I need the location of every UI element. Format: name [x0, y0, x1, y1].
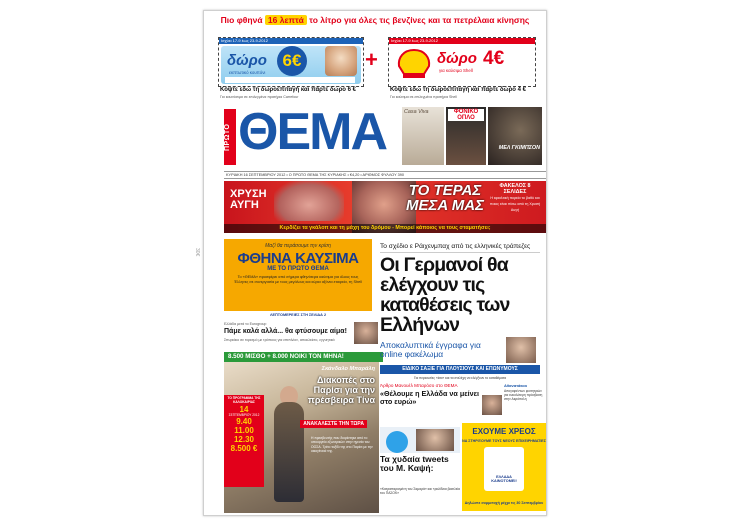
supplement-mel-label: ΜΕΛ ΓΚΙΜΠΣΟΝ — [498, 145, 540, 151]
coupon-left-caption: Κόψτε εδώ τη δωροεπιταγή και πάρτε δώρο 6 € — [220, 87, 356, 93]
tv-time-1: 9.40 — [236, 417, 252, 427]
coupon-right-word: δώρο — [437, 50, 477, 67]
innovation-ad[interactable] — [462, 423, 546, 511]
plus-sign: + — [365, 47, 378, 72]
twitter-box — [380, 427, 460, 453]
coupon-left-logos — [225, 77, 355, 83]
ad-image — [484, 447, 524, 491]
euro-kicker: Ελλάδα μετά το Eurogroup — [224, 322, 267, 326]
ambassador-kicker: Σκάνδαλο Μπαράλη — [321, 366, 375, 372]
top-headline-post: το λίτρο για όλες τις βενζίνες και τα πετρέλαια κίνησης — [309, 15, 530, 25]
coupon-right-small: Για καύσιμα σε επιλεγμένα πρατήρια Shell — [390, 95, 458, 99]
twitter-bird-icon — [386, 431, 408, 453]
tv-time-3: 12.30 — [233, 435, 255, 445]
tv-time-2: 11.00 — [234, 426, 254, 436]
coupon-right-body — [391, 46, 533, 84]
salary-bar: 8.500 ΜΙΣΘΟ + 8.000 ΝΟΙΚΙ ΤΟΝ ΜΗΝΑ! — [224, 352, 383, 362]
ad-footer: Δηλώστε συμμετοχή μέχρι τις 30 Σεπτεμβρίου — [464, 501, 544, 505]
special-dossier-sub: Για περιουσίες «ίσα» και τα στελέχη να ελέγξουν το καταθέματα — [413, 376, 507, 380]
top-headline-highlight: 16 λεπτά — [265, 15, 307, 25]
date-line: ΚΥΡΙΑΚΗ 16 ΣΕΠΤΕΜΒΡΙΟΥ 2012 • Ο ΠΡΩΤΟ ΘΕΜΑ ΤΗΣ ΚΥΡΙΑΚΗΣ • €4,20 • ΑΡΙΘΜΟΣ ΦΥΛΛΟΥ 390 — [224, 171, 547, 179]
banner-file-title: ΦΑΚΕΛΟΣ 8 ΣΕΛΙΔΕΣ — [499, 183, 531, 195]
fuel-promo-box[interactable] — [224, 239, 372, 311]
recall-now-badge: ΑΝΑΚΑΛΕΣΤΕ ΤΗΝ ΤΩΡΑ — [300, 420, 367, 428]
ad-headline: ΕΧΟΥΜΕ ΧΡΕΟΣ — [472, 427, 536, 436]
coupon-left-amount: 6€ — [277, 46, 307, 76]
ambassador-title: Διακοπές στο Παρίσι για την πρέσβειρα Τίνα — [307, 375, 375, 405]
euro-thumb-photo — [354, 322, 378, 344]
banner-file-box — [488, 183, 542, 213]
main-headline[interactable]: Οι Γερμανοί θα ελέγχουν τις καταθέσεις των Ελλήνων — [380, 254, 510, 336]
shell-logo-icon — [397, 48, 431, 80]
twitter-person-photo — [416, 429, 454, 451]
supplement-casa[interactable] — [402, 107, 444, 165]
coupon-shell[interactable] — [388, 37, 536, 87]
golden-dawn-banner[interactable] — [224, 181, 546, 233]
twitter-title[interactable]: Τα χυδαία tweets του Μ. Καψή: — [380, 454, 449, 473]
coupon-left-body — [221, 46, 361, 84]
article-thumb-photo — [482, 395, 502, 415]
fuel-title: ΦΘΗΝΑ ΚΑΥΣΙΜΑ — [237, 250, 359, 267]
main-subheadline: Αποκαλυπτικά έγγραφα για online φακέλωμα — [380, 340, 481, 359]
supplement-fonika-label: ΦΟΝΙΚΟ ΟΠΛΟ — [448, 109, 484, 121]
coupon-left-band: Ισχύει 17-9 έως 23-9-2012 — [219, 38, 363, 44]
coupon-carrefour[interactable] — [218, 37, 364, 87]
coupon-right-band: Ισχύει 17-9 έως 23-9-2012 — [389, 38, 535, 44]
top-headline-pre: Πιο φθηνά — [220, 15, 263, 25]
euro-sub: Σπυριάκο σε τορισμό με τρόπους για επιπλέον, αποκλείετο, εγγυητικά — [224, 338, 335, 342]
coupon-right-caption: Κόψτε εδώ τη δωροεπιταγή και πάρτε δώρο 4 € — [390, 87, 526, 93]
tv-month: ΣΕΠΤΕΜΒΡΙΟΥ 2012 — [228, 412, 260, 417]
newspaper-front-page — [203, 10, 547, 516]
coupon-left-small: Για καυσόσιμα σε επιλεγμένα πρατήρια Carrefour — [220, 95, 299, 99]
banner-main-title: ΤΟ ΤΕΡΑΣ ΜΕΣΑ ΜΑΣ — [406, 182, 484, 214]
banner-left-title: ΧΡΥΣΗ ΑΥΓΗ — [230, 188, 267, 211]
coupon-left-word: δώρο — [227, 52, 267, 69]
banner-crowd-photo — [274, 181, 344, 221]
coupon-right-sub: για καύσιμα Shell — [439, 68, 473, 73]
special-dossier-bar[interactable]: ΕΙΔΙΚΟ ΣΑΞΙΕ ΓΙΑ ΠΛΟΥΣΙΟΥΣ ΚΑΙ ΕΠΩΝΥΜΟΥΣ — [380, 365, 540, 374]
coupon-left-sub: εκπτωτικό κουπόνι — [229, 70, 266, 75]
coupon-right-amount: 4€ — [483, 48, 505, 69]
euro-title[interactable]: Πάμε καλά αλλά... θα φτύσουμε αίμα! — [224, 328, 347, 335]
article-title[interactable]: «Θέλουμε η Ελλάδα να μείνει στο ευρώ» — [380, 389, 480, 406]
coupon-left-person-photo — [325, 46, 357, 76]
tv-amount: 8.500 € — [230, 444, 258, 454]
supplement-casa-label: Casa Viva — [404, 109, 429, 115]
main-kicker: Το σχέδιο ε Ράιχενμπαχ από τις ελληνικές τράπεζες — [380, 243, 540, 253]
tv-day: 14 — [239, 404, 249, 414]
article-side-text: Απογαιρέντων φοιτητριών για ευκολότερη πρόσβαση στην Ακρόπολη — [504, 389, 543, 402]
photo-person-body — [274, 402, 304, 502]
tv-header: ΤΟ ΠΡΟΓΡΑΜΜΑ ΤΗΣ ΚΑΛΟΚΑΙΡΙΑΣ — [227, 396, 261, 404]
fuel-description: Το «ΘΕΜΑ» προσφέρει από σήμερα φθηνότερα καύσιμα για όλους τους Έλληνες σε συνεργασία με τους μεγάλους και κύρια αξόνια εταιρεία, τη Shell — [234, 275, 362, 284]
article-side-kicker: Αθανατάκου — [504, 383, 528, 388]
ad-sub: ΝΑ ΣΤΗΡΙΞΟΥΜΕ ΤΟΥΣ ΝΕΟΥΣ ΕΠΙΧΕΙΡΗΜΑΤΙΕΣ — [462, 439, 546, 443]
fuel-kicker: Μαζί θα περάσουμε την κρίση — [265, 243, 331, 249]
masthead-proto: ΠΡΩΤΟ — [224, 109, 236, 165]
margin-price-label: 30€ — [194, 248, 200, 257]
banner-kicker: Κερδίζει τα γκάλοπ και τη μάχη του δρόμου - Μπορεί κάποιος να τους σταματήσει; — [224, 224, 546, 233]
masthead-title: ΘΕΜΑ — [238, 103, 386, 161]
ambassador-text: Η πρεσβευτής που διορίστηκε από το υπουργείο εξωτερικών στην ηγεσία του ΟΟΣΑ. Τρίτο ταξίδι της στο Παρίσι με την οικογένειά της. — [311, 436, 373, 454]
tv-schedule-box[interactable] — [224, 395, 264, 487]
twitter-sub: «Κατραπαρισμένη του Σαμαρά» και «ραλίδεια βασιλεία του ΠΑΣΟΚ» — [380, 487, 460, 496]
article-kicker: Άρθρο Μανουέλ Μπαρόσο στο ΘΕΜΑ — [380, 383, 458, 388]
ad-brand: ΕΛΛΑΔΑ ΚΑΙΝΟΤΟΜΕΙ! — [491, 475, 517, 483]
banner-file-text: Η εφιαλτική πορεία το βαθύ και ποιος είναι πίσω από τη Χρυσή Αυγή — [490, 196, 540, 212]
top-headline — [204, 15, 546, 25]
supplement-fonika[interactable] — [446, 107, 486, 165]
supplement-mel[interactable] — [488, 107, 542, 165]
fuel-subtitle: ΜΕ ΤΟ ΠΡΩΤΟ ΘΕΜΑ — [267, 266, 329, 272]
fuel-more-link[interactable]: ΛΕΠΤΟΜΕΡΕΙΕΣ ΣΤΗ ΣΕΛΙΔΑ 2 — [269, 313, 327, 317]
main-thumb-photo — [506, 337, 536, 363]
